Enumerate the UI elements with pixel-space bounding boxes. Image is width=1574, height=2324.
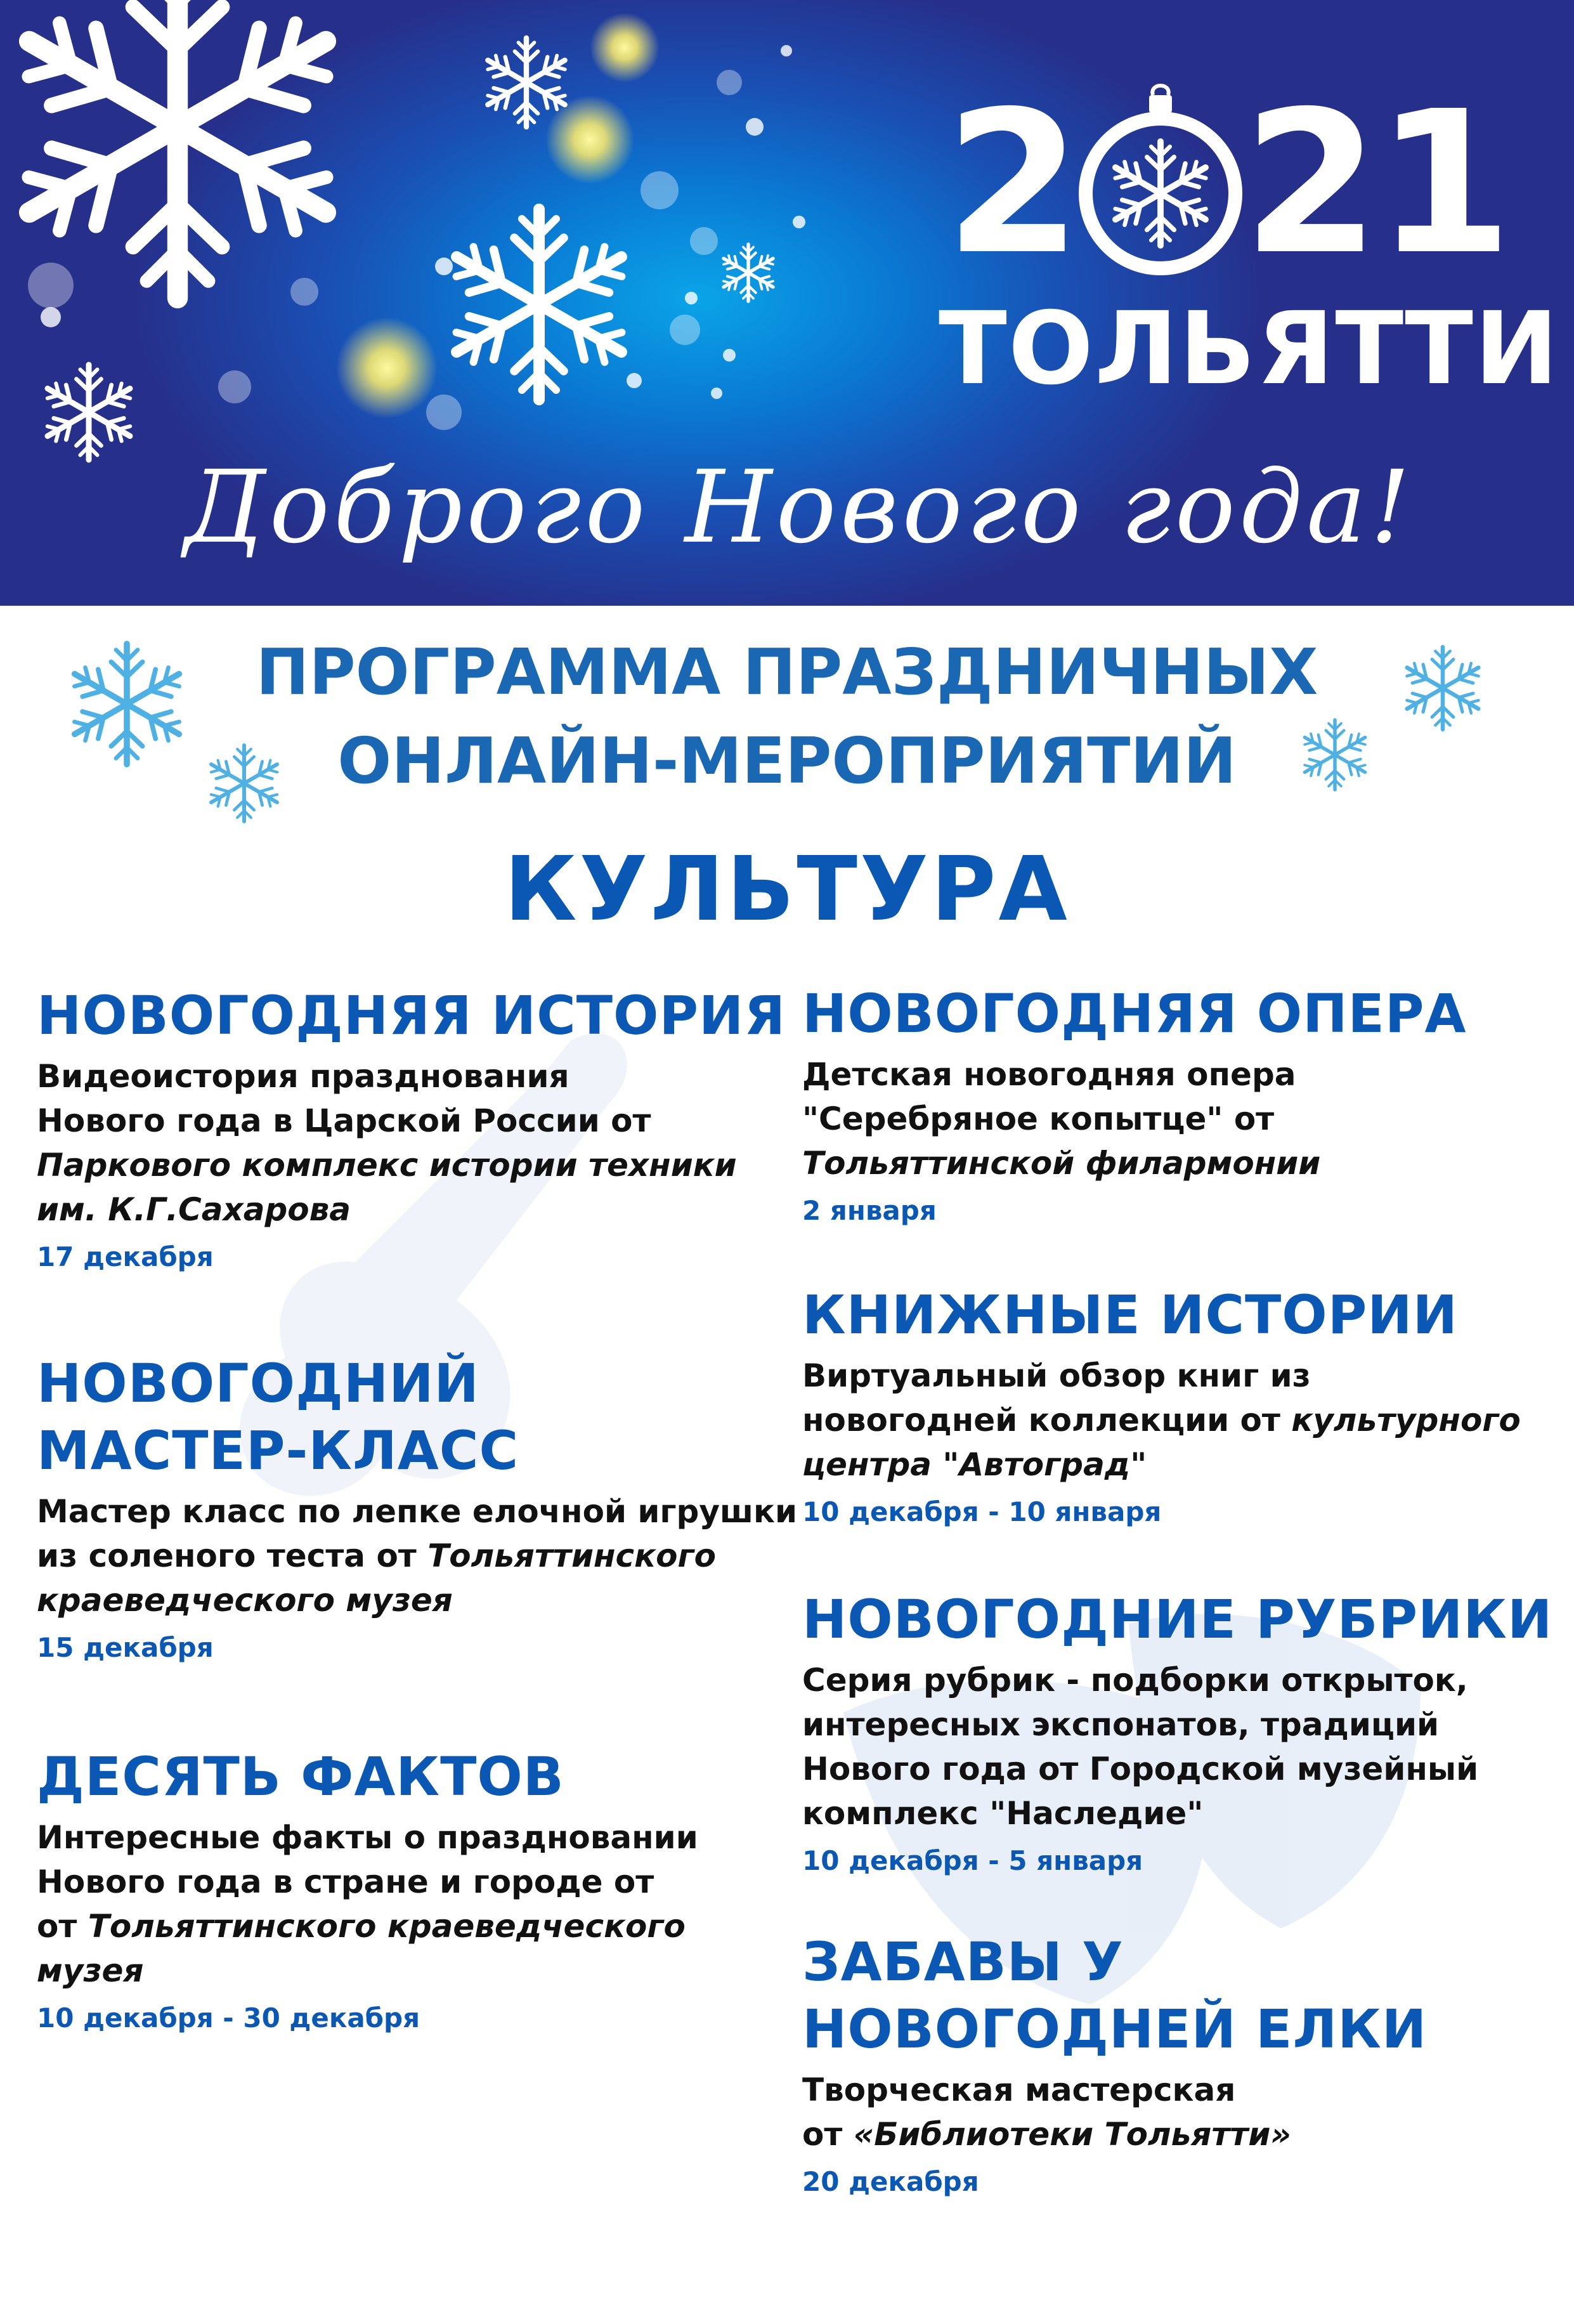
- event-title: НОВОГОДНЯЯ ОПЕРА: [802, 982, 1467, 1045]
- event-title: ЗАБАВЫ У НОВОГОДНЕЙ ЕЛКИ: [802, 1931, 1428, 2060]
- event-description: Видеоистория празднования Нового года в Царской России от Паркового комплекс истории техники им. К.Г.Сахарова: [37, 1058, 737, 1228]
- event-christmas-tree-games: [802, 1928, 1427, 2201]
- event-new-year-history: [37, 982, 786, 1276]
- event-title: НОВОГОДНИЙ МАСТЕР-КЛАСС: [37, 1352, 519, 1482]
- snowflake-icon: [445, 209, 634, 400]
- event-title: ДЕСЯТЬ ФАКТОВ: [37, 1746, 564, 1808]
- event-description: Виртуальный обзор книг из новогодней коллекции от культурного центра "Автоград": [802, 1357, 1521, 1483]
- event-date: 2 января: [802, 1195, 937, 1226]
- year-2021: [945, 69, 1509, 298]
- snowflake-icon: [7, 0, 348, 298]
- city-name: ТОЛЬЯТТИ: [939, 290, 1560, 407]
- event-date: 10 декабря - 5 января: [802, 1845, 1143, 1876]
- program-heading-line1: ПРОГРАММА ПРАЗДНИЧНЫХ: [256, 635, 1318, 709]
- program-heading: [0, 628, 1574, 806]
- christmas-ball-icon: [1078, 76, 1243, 292]
- event-date: 20 декабря: [802, 2166, 979, 2197]
- event-date: 10 декабря - 10 января: [802, 1496, 1162, 1527]
- event-date: 15 декабря: [37, 1632, 214, 1663]
- event-new-year-rubrics: [802, 1586, 1552, 1880]
- snowflake-icon: [41, 365, 136, 460]
- event-title: НОВОГОДНИЕ РУБРИКИ: [802, 1588, 1553, 1650]
- event-description: Серия рубрик - подборки открыток, интересных экспонатов, традиций Нового года от Городской музейный комплекс "Наследие": [802, 1662, 1479, 1832]
- snowflake-icon: [720, 244, 777, 301]
- event-title: КНИЖНЫЕ ИСТОРИИ: [802, 1284, 1458, 1346]
- event-ten-facts: [37, 1743, 698, 2037]
- header-banner: [0, 0, 1574, 606]
- program-heading-line2: ОНЛАЙН-МЕРОПРИЯТИЙ: [337, 724, 1237, 798]
- event-new-year-opera: [802, 980, 1466, 1230]
- year-digit-right: 21: [1242, 69, 1509, 298]
- event-description: Интересные факты о праздновании Нового года в стране и городе от от Тольяттинского краеведческого музея: [37, 1819, 698, 1989]
- event-master-class: [37, 1350, 797, 1667]
- event-title: НОВОГОДНЯЯ ИСТОРИЯ: [37, 984, 786, 1047]
- event-description: Творческая мастерская от «Библиотеки Тольятти»: [802, 2072, 1291, 2153]
- event-description: Мастер класс по лепке елочной игрушки из соленого теста от Тольяттинского краеведческого музея: [37, 1493, 797, 1619]
- event-book-stories: [802, 1281, 1521, 1531]
- greeting-text: Доброго Нового года!: [184, 449, 1414, 566]
- event-date: 17 декабря: [37, 1241, 214, 1272]
- year-digit-left: 2: [945, 69, 1078, 298]
- event-date: 10 декабря - 30 декабря: [37, 2002, 420, 2034]
- event-description: Детская новогодняя опера "Серебряное копытце" от Тольяттинской филармонии: [802, 1056, 1321, 1182]
- section-title: КУЛЬТУРА: [504, 838, 1070, 941]
